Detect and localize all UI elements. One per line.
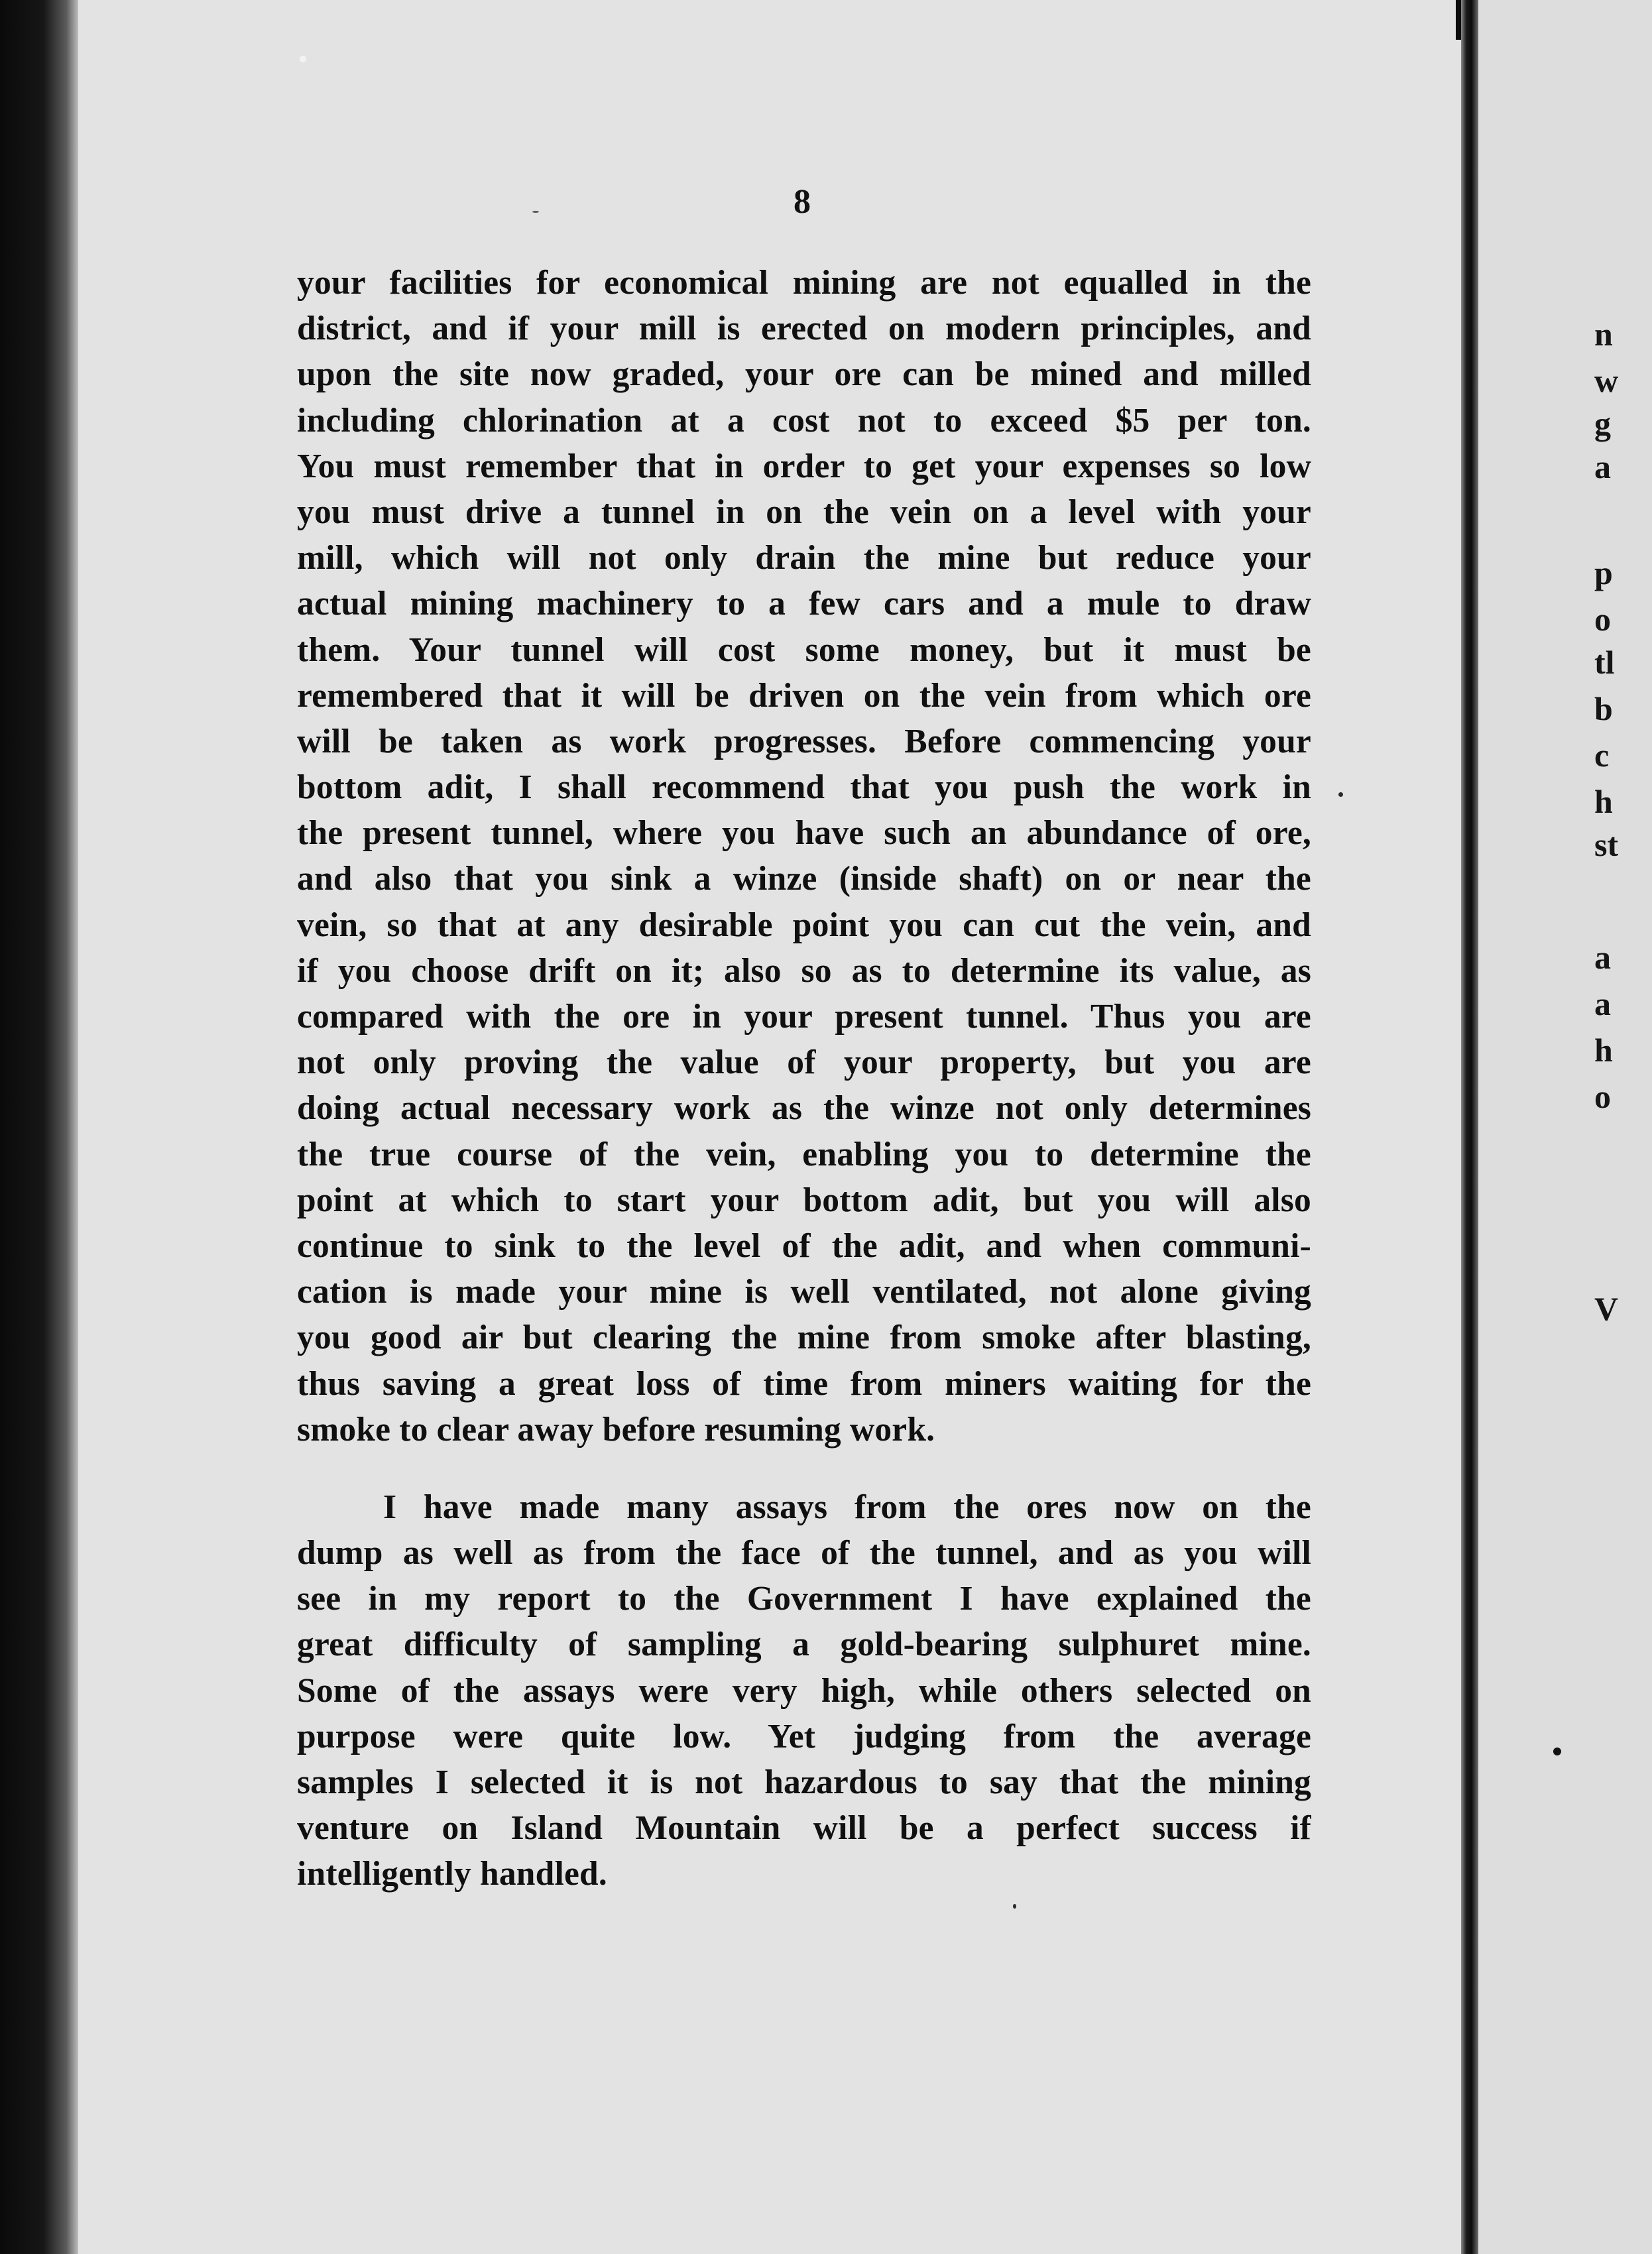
text-line: dump as well as from the face of the tunnel, and as you will bbox=[297, 1534, 1311, 1572]
paper-speck bbox=[1013, 1904, 1016, 1909]
text-line: great difficulty of sampling a gold-bearing sulphuret mine. bbox=[297, 1626, 1311, 1664]
facing-page-fragment: o bbox=[1594, 601, 1611, 638]
facing-page-fragment: a bbox=[1594, 939, 1611, 976]
facing-page-fragment: b bbox=[1594, 690, 1613, 727]
text-line: you must drive a tunnel in on the vein on a level with your bbox=[297, 493, 1311, 531]
text-line: mill, which will not only drain the mine but reduce your bbox=[297, 539, 1311, 577]
facing-page-fragment: a bbox=[1594, 448, 1611, 485]
text-line: if you choose drift on it; also so as to determine its value, as bbox=[297, 951, 1311, 990]
paragraph-gap bbox=[297, 1453, 1311, 1484]
text-line: your facilities for economical mining are not equalled in the bbox=[297, 264, 1311, 302]
text-line: continue to sink to the level of the adit, and when communi- bbox=[297, 1226, 1311, 1265]
text-line: thus saving a great loss of time from miners waiting for the bbox=[297, 1364, 1311, 1403]
text-line: I have made many assays from the ores now on the bbox=[383, 1488, 1311, 1526]
book-gutter bbox=[1461, 0, 1478, 2254]
facing-page-fragment: h bbox=[1594, 1032, 1613, 1069]
text-line: you good air but clearing the mine from smoke after blasting, bbox=[297, 1319, 1311, 1357]
paper-speck bbox=[1553, 1748, 1561, 1755]
text-line: smoke to clear away before resuming work. bbox=[297, 1410, 935, 1449]
text-line: will be taken as work progresses. Before commencing your bbox=[297, 722, 1311, 760]
text-line: intelligently handled. bbox=[297, 1855, 607, 1893]
text-line: them. Your tunnel will cost some money, but it must be bbox=[297, 630, 1311, 669]
text-line: You must remember that in order to get your expenses so low bbox=[297, 447, 1311, 485]
text-line: compared with the ore in your present tunnel. Thus you are bbox=[297, 998, 1311, 1036]
text-line: cation is made your mine is well ventilated, not alone giving bbox=[297, 1273, 1311, 1311]
text-line: and also that you sink a winze (inside shaft) on or near the bbox=[297, 860, 1311, 898]
facing-page-fragment: h bbox=[1594, 783, 1613, 820]
facing-page-fragment: n bbox=[1594, 316, 1613, 353]
body-text bbox=[297, 260, 1311, 1897]
text-line: samples I selected it is not hazardous to say that the mining bbox=[297, 1763, 1311, 1801]
facing-page-fragment: st bbox=[1594, 826, 1619, 863]
facing-page-fragment: c bbox=[1594, 737, 1610, 774]
paper-speck bbox=[532, 211, 539, 213]
facing-page-fragment: g bbox=[1594, 405, 1611, 442]
text-line: the present tunnel, where you have such an abundance of ore, bbox=[297, 814, 1311, 853]
facing-page-fragment: a bbox=[1594, 985, 1611, 1022]
scan-left-edge bbox=[0, 0, 78, 2254]
text-line: remembered that it will be driven on the vein from which ore bbox=[297, 676, 1311, 715]
text-line: purpose were quite low. Yet judging from the average bbox=[297, 1717, 1311, 1755]
paper-speck bbox=[300, 56, 306, 62]
paragraph bbox=[297, 260, 1311, 1453]
text-line: actual mining machinery to a few cars and a mule to draw bbox=[297, 585, 1311, 623]
text-line: the true course of the vein, enabling you to determine the bbox=[297, 1135, 1311, 1173]
text-line: Some of the assays were very high, while others selected on bbox=[297, 1671, 1311, 1710]
facing-page-fragment: p bbox=[1594, 554, 1613, 591]
text-line: not only proving the value of your property, but you are bbox=[297, 1043, 1311, 1082]
facing-page-fragment: tl bbox=[1594, 644, 1615, 681]
facing-page-text-fragments bbox=[1594, 0, 1652, 2254]
paper-speck bbox=[1338, 792, 1343, 797]
text-line: see in my report to the Government I have explained the bbox=[297, 1580, 1311, 1618]
facing-page-fragment: V bbox=[1594, 1290, 1619, 1327]
text-line: point at which to start your bottom adit, but you will also bbox=[297, 1181, 1311, 1219]
page-number: 8 bbox=[794, 183, 811, 221]
text-line: venture on Island Mountain will be a perfect success if bbox=[297, 1809, 1311, 1848]
text-line: district, and if your mill is erected on modern principles, and bbox=[297, 310, 1311, 348]
facing-page-fragment: o bbox=[1594, 1078, 1611, 1115]
text-line: bottom adit, I shall recommend that you push the work in bbox=[297, 768, 1311, 807]
text-line: upon the site now graded, your ore can be mined and milled bbox=[297, 355, 1311, 394]
paragraph bbox=[297, 1484, 1311, 1897]
text-line: vein, so that at any desirable point you can cut the vein, and bbox=[297, 906, 1311, 944]
facing-page-fragment: w bbox=[1594, 362, 1619, 399]
text-line: including chlorination at a cost not to exceed $5 per ton. bbox=[297, 401, 1311, 440]
text-line: doing actual necessary work as the winze not only determines bbox=[297, 1089, 1311, 1128]
